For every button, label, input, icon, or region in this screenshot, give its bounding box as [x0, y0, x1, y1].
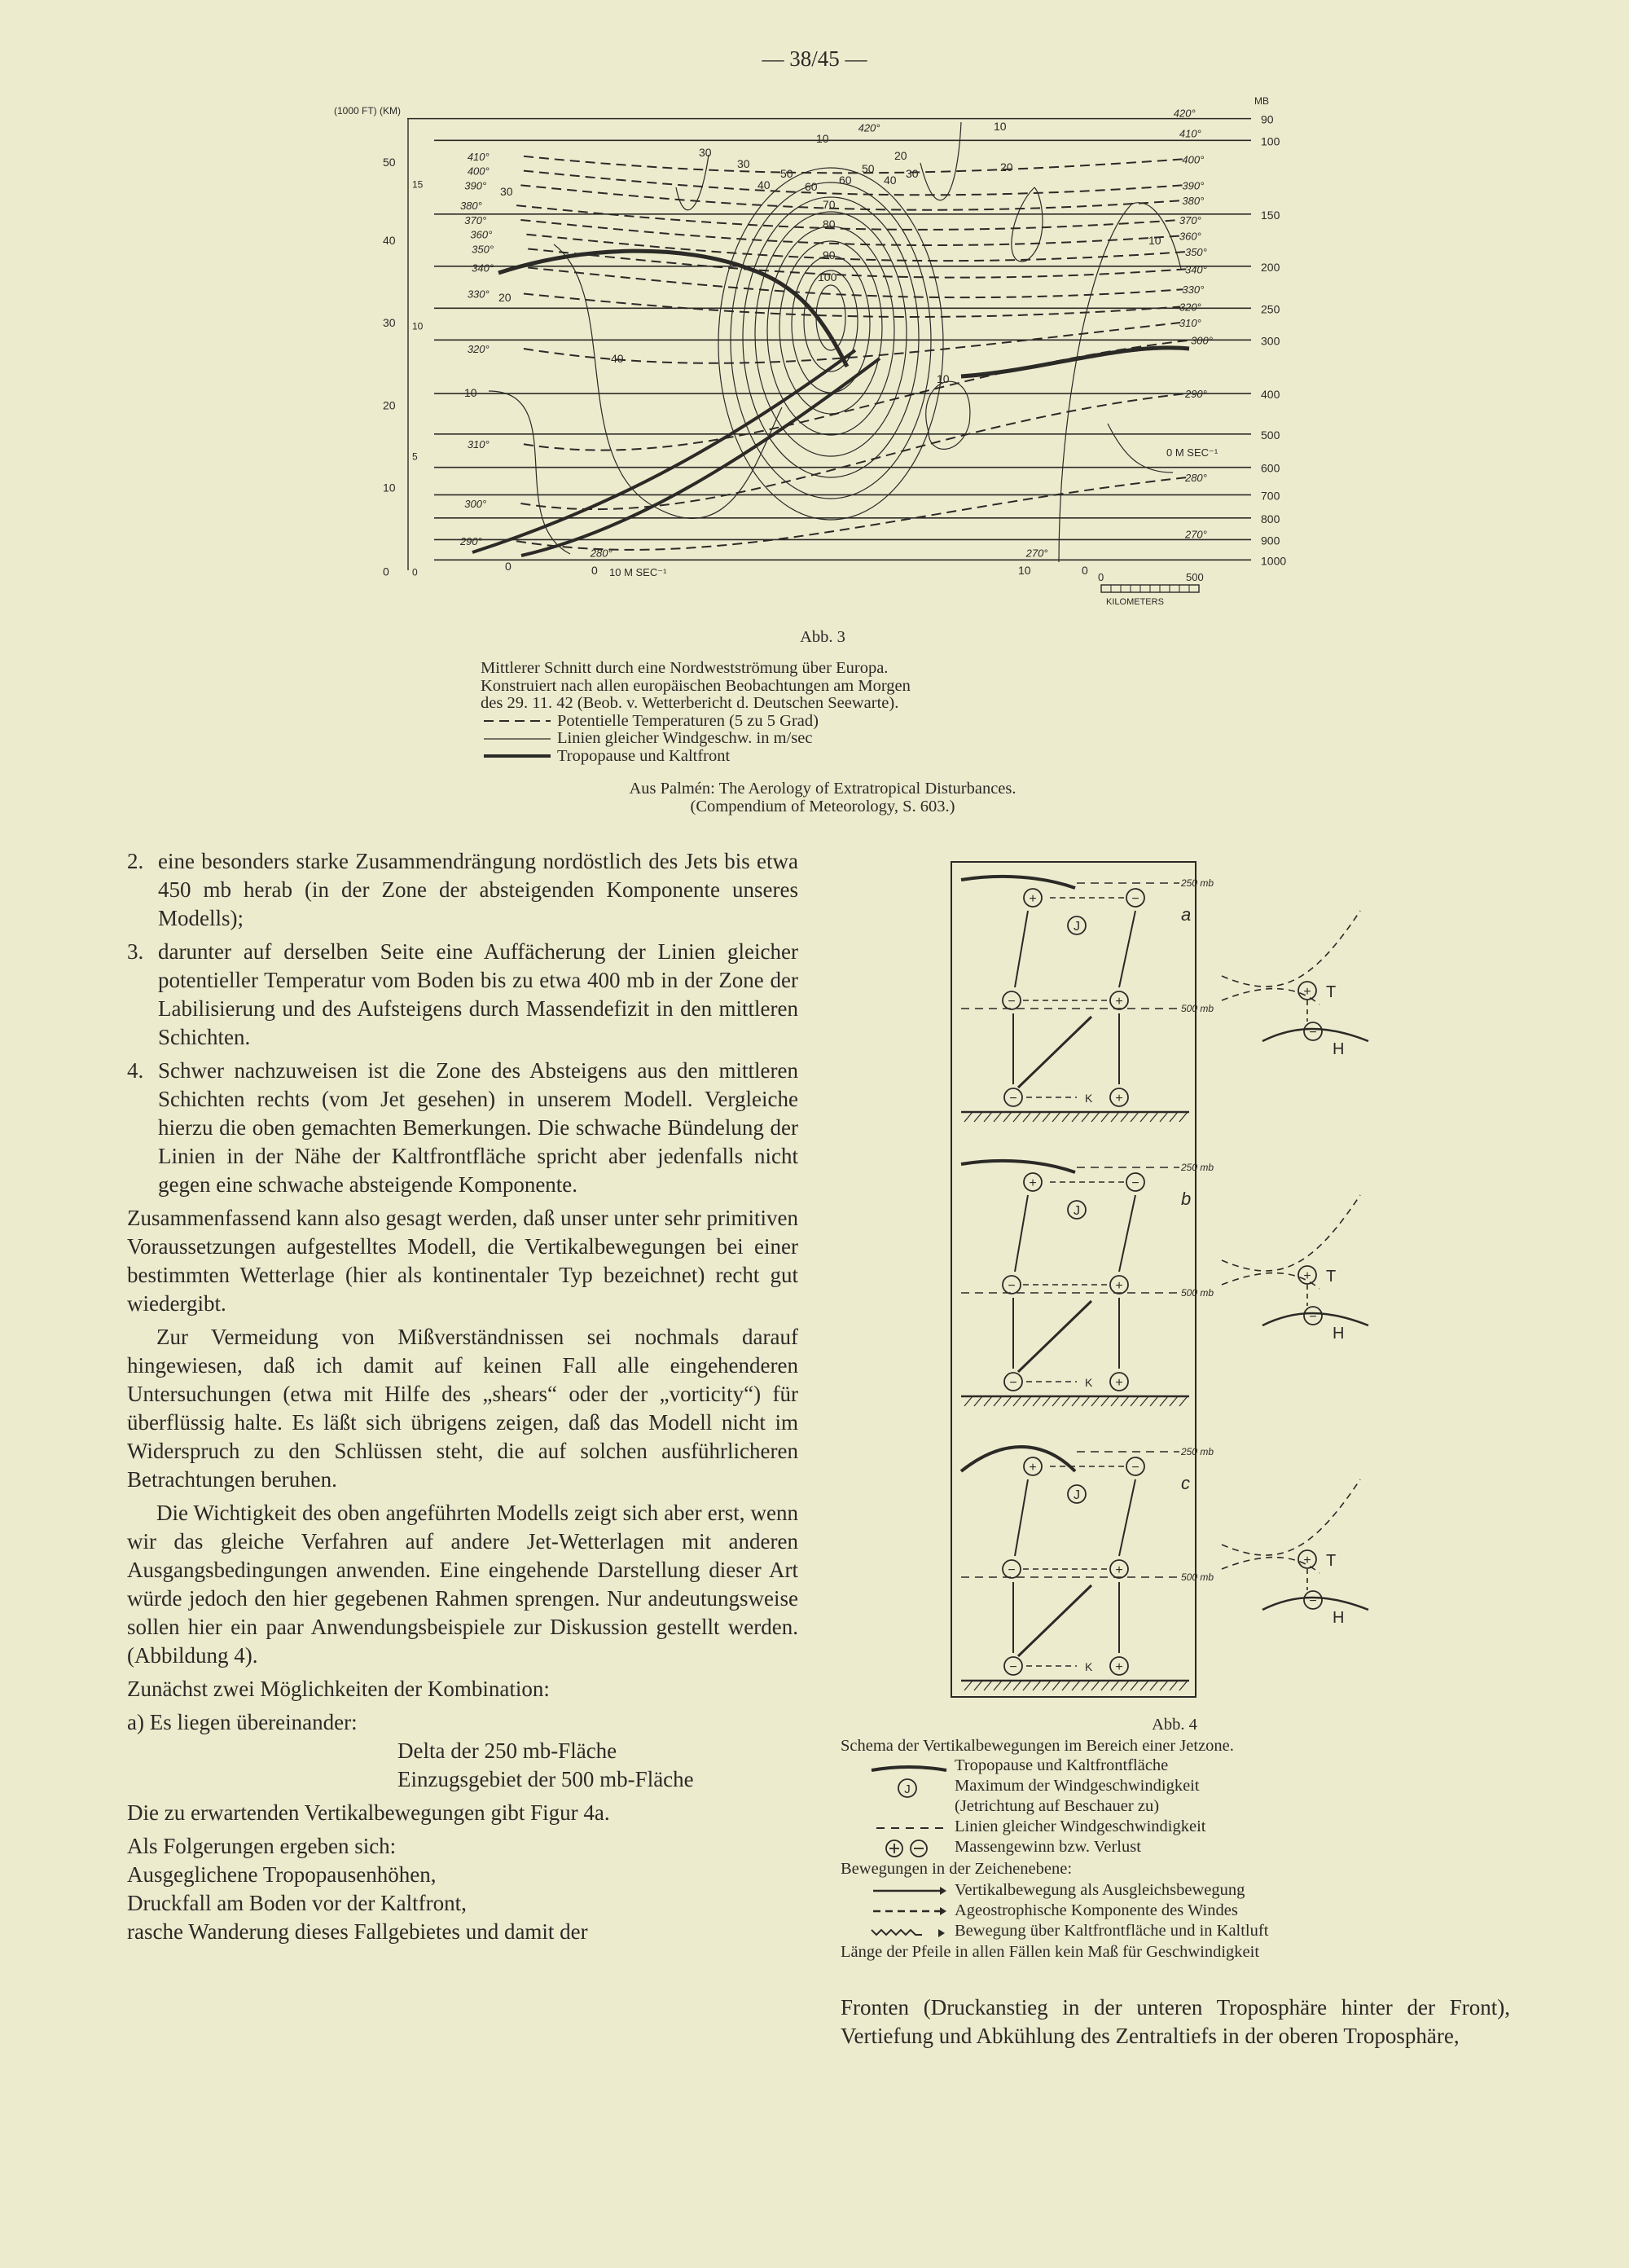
ground-hatch: [1052, 1681, 1060, 1690]
figure-3-caption: [481, 660, 911, 765]
thick-line-icon: [481, 750, 552, 762]
isentrope-label-right: 380°: [1182, 194, 1205, 207]
source-line: Aus Palmén: The Aerology of Extratropical Disturbances.: [629, 780, 1016, 798]
isentrope-label-left: 290°: [459, 535, 482, 548]
mass-gain-circle-symbol: +: [1115, 995, 1123, 1009]
ground-hatch: [964, 1396, 973, 1406]
vertical-arrow: [1119, 911, 1135, 987]
ground-hatch: [984, 1112, 992, 1122]
scale-unit-label: KILOMETERS: [1106, 597, 1164, 607]
pressure-tick-label: 900: [1261, 534, 1280, 547]
isotach-label: 10: [816, 132, 829, 145]
isotach-label: 20: [1000, 160, 1013, 174]
ground-hatch: [1091, 1112, 1100, 1122]
mass-loss-circle-symbol: −: [1008, 1279, 1016, 1293]
km-tick-label: 15: [412, 178, 424, 191]
isotach-label: 40: [757, 178, 771, 191]
level-label-250: 250 mb: [1181, 877, 1214, 889]
right-column-paragraph: Fronten (Druckanstieg in der unteren Troposphäre hinter der Front), Vertiefung und Abkühlung des Zentraltiefs in der oberen Troposphäre,: [841, 1995, 1510, 2048]
level-label-500: 500 mb: [1181, 1287, 1214, 1299]
figure-3-source: [456, 780, 1189, 815]
isentrope-label-left: 310°: [467, 438, 490, 451]
isentrope-label-right: 420°: [858, 121, 880, 134]
mass-gain-circle-symbol: +: [1115, 1563, 1123, 1577]
ground-hatch: [974, 1681, 982, 1690]
text-line: Zunächst zwei Möglichkeiten der Kombination:: [127, 1677, 550, 1701]
ground-hatch: [1062, 1396, 1070, 1406]
isotach-line: [1108, 424, 1173, 472]
ground-hatch: [1091, 1396, 1100, 1406]
isotach-line: [779, 241, 882, 414]
jet-maximum-circle-symbol: J: [1074, 920, 1080, 934]
ground-hatch: [1179, 1112, 1188, 1122]
isentrope-label-right: 270°: [1184, 528, 1207, 541]
mass-loss-circle-symbol: −: [1309, 1594, 1317, 1608]
list-number: 2.: [127, 849, 144, 873]
mass-loss-circle-symbol: −: [1008, 995, 1016, 1009]
legend-row: [481, 730, 911, 748]
ground-hatch: [1023, 1112, 1031, 1122]
legend-row: [481, 748, 911, 766]
isentrope-label-right: 360°: [1179, 230, 1201, 243]
low-label: T: [1326, 1268, 1337, 1286]
dashed-line-icon: [868, 1818, 950, 1836]
isentrope-label-right: 420°: [1173, 107, 1196, 120]
isotach-line: [489, 391, 570, 554]
ground-hatch: [1072, 1681, 1080, 1690]
ground-hatch: [1033, 1681, 1041, 1690]
mass-loss-circle-symbol: −: [1309, 1310, 1317, 1324]
isotach-label: 0: [1082, 564, 1088, 577]
isentrope-label-right: 280°: [1184, 472, 1207, 485]
ground-hatch: [1101, 1396, 1109, 1406]
isotach-label: 10: [994, 120, 1007, 133]
isentrope-label-left: 340°: [472, 262, 494, 275]
ground-hatch: [984, 1396, 992, 1406]
left-column: [127, 847, 798, 1946]
isotach-label: 30: [699, 146, 712, 159]
caption-line: Konstruiert nach allen europäischen Beobachtungen am Morgen: [481, 676, 911, 695]
isotach-label: 10: [937, 372, 950, 385]
jet-circle-icon: [868, 1778, 950, 1799]
isotach-label: 30: [500, 185, 513, 198]
paragraph: Die Wichtigkeit des oben angeführten Modells zeigt sich aber erst, wenn wir das gleiche Verfahren auf andere Jet-Wetterlagen mit anderen Ausgangsbedingungen anwenden. Eine eingehende Darstellung dieser Art würde jedoch den hier gegebenen Rahmen sprengen. Nur andeutungsweise sollen hier ein paar Anwendungsbeispiele zur Diskussion gestellt werden. (Abbildung 4).: [127, 1501, 798, 1668]
ground-hatch: [1121, 1396, 1129, 1406]
vertical-arrow: [1119, 1195, 1135, 1272]
legend-label: Vertikalbewegung als Ausgleichsbewegung: [955, 1881, 1245, 1899]
km-tick-label: 0: [412, 566, 418, 578]
isotach-unit-label: 10 M SEC⁻¹: [609, 566, 667, 578]
legend-label: Tropopause und Kaltfront: [557, 746, 731, 765]
kft-tick-label: 40: [383, 233, 396, 247]
ground-hatch: [1121, 1112, 1129, 1122]
mass-gain-circle-symbol: +: [1303, 1269, 1311, 1283]
pressure-tick-label: 150: [1261, 208, 1280, 222]
jet-maximum-circle-symbol: J: [1074, 1204, 1080, 1218]
side-sketch-dashed: [1222, 1479, 1360, 1555]
isentrope-line: [520, 185, 1183, 209]
text-line: Die zu erwartenden Vertikalbewegungen gibt Figur 4a.: [127, 1800, 610, 1825]
high-label: H: [1333, 1040, 1345, 1058]
ground-hatch: [1003, 1396, 1012, 1406]
isotach-line: [1012, 187, 1043, 262]
level-label-500: 500 mb: [1181, 1571, 1214, 1583]
legend-label: Tropopause und Kaltfrontfläche: [955, 1756, 1169, 1774]
isotach-label: 90: [823, 248, 836, 262]
ground-hatch: [1111, 1112, 1119, 1122]
cold-front-line: [521, 358, 880, 556]
ground-hatch: [1131, 1681, 1139, 1690]
ground-hatch: [1023, 1396, 1031, 1406]
isentrope-label-right: 330°: [1182, 284, 1205, 297]
mass-gain-circle-symbol: +: [1303, 985, 1311, 999]
legend-label: Ageostrophische Komponente des Windes: [955, 1901, 1238, 1919]
pressure-tick-label: 300: [1261, 334, 1280, 348]
text-line: rasche Wanderung dieses Fallgebietes und damit der: [127, 1919, 588, 1944]
isentrope-line: [526, 235, 1186, 261]
text-line: Einzugsgebiet der 500 mb-Fläche: [397, 1767, 694, 1791]
ground-hatch: [1013, 1112, 1021, 1122]
cold-front-line: [472, 350, 855, 552]
panel-letter: b: [1181, 1189, 1192, 1209]
mass-loss-circle-symbol: −: [1309, 1026, 1317, 1040]
figure-4-frame: [951, 862, 1196, 1697]
ground-hatch: [1160, 1112, 1168, 1122]
pressure-tick-label: 200: [1261, 260, 1280, 274]
text-line: Delta der 250 mb-Fläche: [397, 1738, 617, 1763]
mass-gain-circle-symbol: +: [1115, 1092, 1123, 1105]
isotach-label: 20: [498, 291, 512, 304]
isotach-label: 70: [823, 198, 836, 211]
km-tick-label: 5: [412, 451, 418, 463]
mass-loss-circle-symbol: −: [1008, 1563, 1016, 1577]
legend-label: (Jetrichtung auf Beschauer zu): [955, 1797, 1160, 1815]
cold-front-line: [1018, 1301, 1091, 1372]
height-unit-label: (1000 FT) (KM): [334, 105, 402, 116]
high-label: H: [1333, 1325, 1345, 1343]
mass-loss-circle-symbol: −: [1009, 1376, 1017, 1390]
paragraph: Zusammenfassend kann also gesagt werden, daß unser unter sehr primitiven Voraussetzungen aufgestelltes Modell, die Vertikalbewegungen bei einer bestimmten Wetterlage (hier als kontinentaler Typ bezeichnet) recht gut wiedergibt.: [127, 1206, 798, 1316]
isentrope-label-right: 390°: [1182, 179, 1205, 192]
ground-hatch: [994, 1681, 1002, 1690]
ground-hatch: [1111, 1396, 1119, 1406]
ground-hatch: [1082, 1396, 1090, 1406]
pressure-tick-label: 250: [1261, 302, 1280, 316]
jet-symbol: J: [904, 1782, 911, 1796]
ground-hatch: [1111, 1681, 1119, 1690]
ground-hatch: [1179, 1681, 1188, 1690]
caption-line: Mittlerer Schnitt durch eine Nordwestströmung über Europa.: [481, 659, 889, 677]
mass-loss-circle-symbol: −: [1009, 1092, 1017, 1105]
tropopause-curve: [961, 1161, 1075, 1172]
isentrope-label-left: 280°: [590, 547, 613, 560]
isotach-label: 100: [818, 270, 837, 284]
level-label-250: 250 mb: [1181, 1446, 1214, 1457]
isentrope-label-right: 350°: [1184, 246, 1207, 259]
ground-hatch: [1131, 1396, 1139, 1406]
scale-label: 0: [1098, 571, 1104, 583]
isentrope-label-right: 400°: [1182, 153, 1205, 166]
isentrope-label-right: 290°: [1184, 388, 1207, 401]
panel-letter: c: [1181, 1473, 1190, 1493]
vertical-arrow: [1015, 1479, 1028, 1556]
isentrope-label-left: 400°: [467, 165, 490, 178]
legend-label: Linien gleicher Windgeschw. in m/sec: [557, 729, 813, 747]
isotach-label: 20: [894, 149, 907, 162]
ground-hatch: [1082, 1112, 1090, 1122]
isotach-label: 50: [862, 162, 875, 175]
ground-hatch: [1140, 1681, 1148, 1690]
ground-hatch: [1003, 1112, 1012, 1122]
mass-loss-circle-symbol: −: [1131, 892, 1139, 906]
legend-label: Potentielle Temperaturen (5 zu 5 Grad): [557, 711, 819, 730]
ground-hatch: [964, 1112, 973, 1122]
isentrope-line: [524, 294, 1180, 317]
ground-hatch: [1170, 1681, 1178, 1690]
ground-hatch: [1101, 1681, 1109, 1690]
isentrope-label-right: 340°: [1184, 263, 1207, 276]
ground-hatch: [1052, 1396, 1060, 1406]
panel-letter: a: [1181, 904, 1192, 925]
paragraph: Zur Vermeidung von Mißverständnissen sei nochmals darauf hingewiesen, daß ich damit auf keinen Fall alle eingehenderen Untersuchungen (etwa mit Hilfe des „shears“ oder der „vorticity“) für überflüssig halte. Es läßt sich übrigens zeigen, daß das Modell nicht im Widerspruch zu den Schlüssen steht, die auf solchen ausführlicheren Betrachtungen beruhen.: [127, 1325, 798, 1492]
ground-hatch: [984, 1681, 992, 1690]
ground-hatch: [974, 1396, 982, 1406]
mass-gain-circle-symbol: +: [1115, 1279, 1123, 1293]
ground-hatch: [1160, 1681, 1168, 1690]
ground-hatch: [1052, 1112, 1060, 1122]
cold-front-line: [1018, 1585, 1091, 1656]
ground-hatch: [1072, 1112, 1080, 1122]
vertical-arrow: [1119, 1479, 1135, 1556]
isotach-label: 0: [591, 564, 598, 577]
isotach-label: 10: [1018, 564, 1031, 577]
pressure-tick-label: 100: [1261, 134, 1280, 148]
isentrope-label-left: 390°: [464, 179, 487, 192]
legend-label: Linien gleicher Windgeschwindigkeit: [955, 1817, 1206, 1835]
list-item: [127, 847, 798, 933]
text-line: Ausgeglichene Tropopausenhöhen,: [127, 1862, 437, 1887]
ground-hatch: [994, 1396, 1002, 1406]
kft-tick-label: 30: [383, 316, 396, 330]
isentrope-line: [524, 171, 1183, 196]
vertical-arrow: [1015, 1195, 1028, 1272]
vertical-arrow: [1015, 911, 1028, 987]
isotach-label: 40: [611, 352, 624, 365]
isotach-label: 30: [737, 157, 750, 170]
isentrope-line: [520, 393, 1186, 509]
figure-4-title: Abb. 4: [1152, 1716, 1197, 1734]
figure-3-title: Abb. 3: [800, 628, 845, 646]
solid-arrow-icon: [868, 1882, 950, 1900]
ground-hatch: [1131, 1112, 1139, 1122]
legend-label: Maximum der Windgeschwindigkeit: [955, 1777, 1200, 1795]
kft-tick-label: 20: [383, 398, 396, 412]
legend-footer: Länge der Pfeile in allen Fällen kein Maß für Geschwindigkeit: [841, 1943, 1260, 1961]
ground-hatch: [1013, 1681, 1021, 1690]
ground-hatch: [974, 1112, 982, 1122]
isentrope-label-right: 320°: [1179, 301, 1201, 314]
ground-hatch: [1150, 1112, 1158, 1122]
ground-hatch: [1091, 1681, 1100, 1690]
ground-hatch: [1140, 1396, 1148, 1406]
mass-loss-circle-symbol: −: [1131, 1176, 1139, 1190]
pressure-tick-label: 600: [1261, 461, 1280, 475]
isentrope-label-right: 270°: [1025, 547, 1048, 560]
isotach-label: 60: [805, 180, 818, 193]
list-item: [127, 1057, 798, 1199]
list-text: eine besonders starke Zusammendrängung nordöstlich des Jets bis etwa 450 mb herab (in der Zone der absteigenden Komponente unseres Modells);: [158, 849, 798, 930]
k-label: K: [1085, 1092, 1093, 1105]
kft-tick-label: 10: [383, 481, 396, 494]
km-tick-label: 10: [412, 320, 424, 332]
mass-gain-circle-symbol: +: [1115, 1376, 1123, 1390]
tropopause-curve: [961, 1447, 1075, 1471]
isotach-label: 10: [464, 386, 477, 399]
mass-gain-circle-symbol: +: [1303, 1554, 1311, 1567]
low-label: T: [1326, 1552, 1337, 1570]
ground-hatch: [1170, 1112, 1178, 1122]
pressure-tick-label: 90: [1261, 112, 1274, 126]
isentrope-label-left: 350°: [472, 243, 494, 256]
jet-maximum-circle-symbol: J: [1074, 1488, 1080, 1502]
dashed-arrow-icon: [868, 1902, 950, 1920]
pressure-tick-label: 400: [1261, 388, 1280, 402]
wavy-arrow-icon: [868, 1923, 950, 1941]
pressure-tick-label: 800: [1261, 512, 1280, 525]
level-label-500: 500 mb: [1181, 1003, 1214, 1014]
isentrope-label-right: 410°: [1179, 127, 1201, 140]
level-label-250: 250 mb: [1181, 1162, 1214, 1173]
ground-hatch: [1150, 1681, 1158, 1690]
mass-gain-circle-symbol: +: [1029, 1176, 1037, 1190]
ground-hatch: [1023, 1681, 1031, 1690]
isentrope-label-right: 370°: [1179, 213, 1201, 226]
ground-hatch: [1043, 1681, 1051, 1690]
plus-minus-icon: [868, 1839, 950, 1858]
ground-hatch: [1179, 1396, 1188, 1406]
isentrope-line: [520, 220, 1180, 245]
ground-hatch: [1043, 1112, 1051, 1122]
pressure-tick-label: 500: [1261, 428, 1280, 442]
thin-line-icon: [481, 733, 552, 745]
ground-hatch: [1033, 1112, 1041, 1122]
mass-loss-circle-symbol: −: [1131, 1461, 1139, 1475]
page-number: — 38/45 —: [762, 46, 867, 71]
tropopause-line: [961, 348, 1189, 376]
isotach-unit-label: 0 M SEC⁻¹: [1166, 446, 1218, 459]
isentrope-label-right: 300°: [1191, 334, 1213, 347]
legend-label: Bewegung über Kaltfrontfläche und in Kaltluft: [955, 1922, 1269, 1940]
k-label: K: [1085, 1660, 1093, 1673]
mass-gain-circle-symbol: +: [1029, 892, 1037, 906]
text-line: a) Es liegen übereinander:: [127, 1710, 358, 1734]
source-line: (Compendium of Meteorology, S. 603.): [690, 797, 955, 815]
mass-loss-circle-symbol: −: [1009, 1660, 1017, 1674]
isentrope-label-left: 300°: [464, 498, 487, 511]
kft-tick-label: 0: [383, 565, 389, 578]
isotach-label: 40: [884, 174, 897, 187]
isentrope-line: [516, 477, 1186, 550]
isentrope-label-right: 310°: [1179, 317, 1201, 330]
side-sketch-dashed: [1222, 911, 1360, 987]
pressure-unit-label: MB: [1254, 95, 1269, 107]
ground-hatch: [1003, 1681, 1012, 1690]
isentrope-label-left: 380°: [459, 200, 482, 213]
pressure-tick-label: 700: [1261, 489, 1280, 503]
ground-hatch: [1033, 1396, 1041, 1406]
isotach-line: [920, 122, 961, 200]
figure-4-schema: [937, 847, 1393, 1711]
scale-label: 500: [1186, 571, 1204, 583]
low-label: T: [1326, 983, 1337, 1001]
isotach-line: [676, 155, 709, 210]
isotach-label: 50: [780, 167, 793, 180]
dashed-line-icon: [481, 715, 552, 727]
ground-hatch: [1043, 1396, 1051, 1406]
isentrope-label-left: 410°: [467, 150, 490, 163]
k-label: K: [1085, 1376, 1093, 1389]
high-label: H: [1333, 1609, 1345, 1627]
cold-front-line: [1018, 1017, 1091, 1088]
figure-4-heading: Schema der Vertikalbewegungen im Bereich einer Jetzone.: [841, 1737, 1234, 1755]
ground-hatch: [1140, 1112, 1148, 1122]
kft-tick-label: 50: [383, 155, 396, 169]
legend-label: Massengewinn bzw. Verlust: [955, 1838, 1141, 1856]
text-line: Als Folgerungen ergeben sich:: [127, 1834, 397, 1858]
text-line: Druckfall am Boden vor der Kaltfront,: [127, 1891, 467, 1915]
ground-hatch: [1013, 1396, 1021, 1406]
ground-hatch: [1150, 1396, 1158, 1406]
legend-row: [481, 713, 911, 731]
isentrope-label-left: 320°: [467, 343, 490, 356]
ground-hatch: [1062, 1112, 1070, 1122]
ground-hatch: [1101, 1112, 1109, 1122]
isentrope-label-left: 370°: [464, 213, 487, 226]
list-item: [127, 938, 798, 1052]
tropopause-curve: [961, 877, 1075, 888]
ground-hatch: [994, 1112, 1002, 1122]
mass-gain-circle-symbol: +: [1115, 1660, 1123, 1674]
isentrope-line: [524, 156, 1183, 174]
isotach-label: 60: [839, 174, 852, 187]
caption-line: des 29. 11. 42 (Beob. v. Wetterbericht d. Deutschen Seewarte).: [481, 694, 899, 712]
ground-hatch: [1121, 1681, 1129, 1690]
isentrope-label-left: 330°: [467, 288, 490, 301]
figure-3-cross-section: [0, 0, 1629, 619]
side-sketch-dashed: [1222, 1195, 1360, 1271]
ground-hatch: [1170, 1396, 1178, 1406]
mass-gain-circle-symbol: +: [1029, 1461, 1037, 1475]
ground-hatch: [1160, 1396, 1168, 1406]
list-number: 3.: [127, 939, 144, 964]
isotach-label: 10: [1148, 234, 1161, 247]
isentrope-label-left: 360°: [470, 228, 493, 241]
list-number: 4.: [127, 1058, 144, 1083]
ground-hatch: [1072, 1396, 1080, 1406]
isotach-label: 80: [823, 218, 836, 231]
ground-hatch: [1062, 1681, 1070, 1690]
pressure-tick-label: 1000: [1261, 554, 1287, 568]
thick-line-icon: [868, 1757, 950, 1775]
list-text: darunter auf derselben Seite eine Auffächerung der Linien gleicher potentieller Temperatur vom Boden bis zu etwa 400 mb in der Zone der Labilisierung und des Aufsteigens durch Massendefizit in den mittleren Schichten.: [158, 939, 798, 1049]
ground-hatch: [964, 1681, 973, 1690]
list-text: Schwer nachzuweisen ist die Zone des Absteigens aus den mittleren Schichten rechts (vom Jet gesehen) in unserem Modell. Vergleiche hierzu die oben gemachten Bemerkungen. Die schwache Bündelung der Linien in der Nähe der Kaltfrontfläche spricht aber jedenfalls nicht gegen eine schwache absteigende Komponente.: [158, 1058, 798, 1197]
isotach-label: 0: [505, 560, 512, 573]
ground-hatch: [1082, 1681, 1090, 1690]
legend-subheading: Bewegungen in der Zeichenebene:: [841, 1860, 1073, 1878]
isotach-label: 30: [906, 167, 919, 180]
